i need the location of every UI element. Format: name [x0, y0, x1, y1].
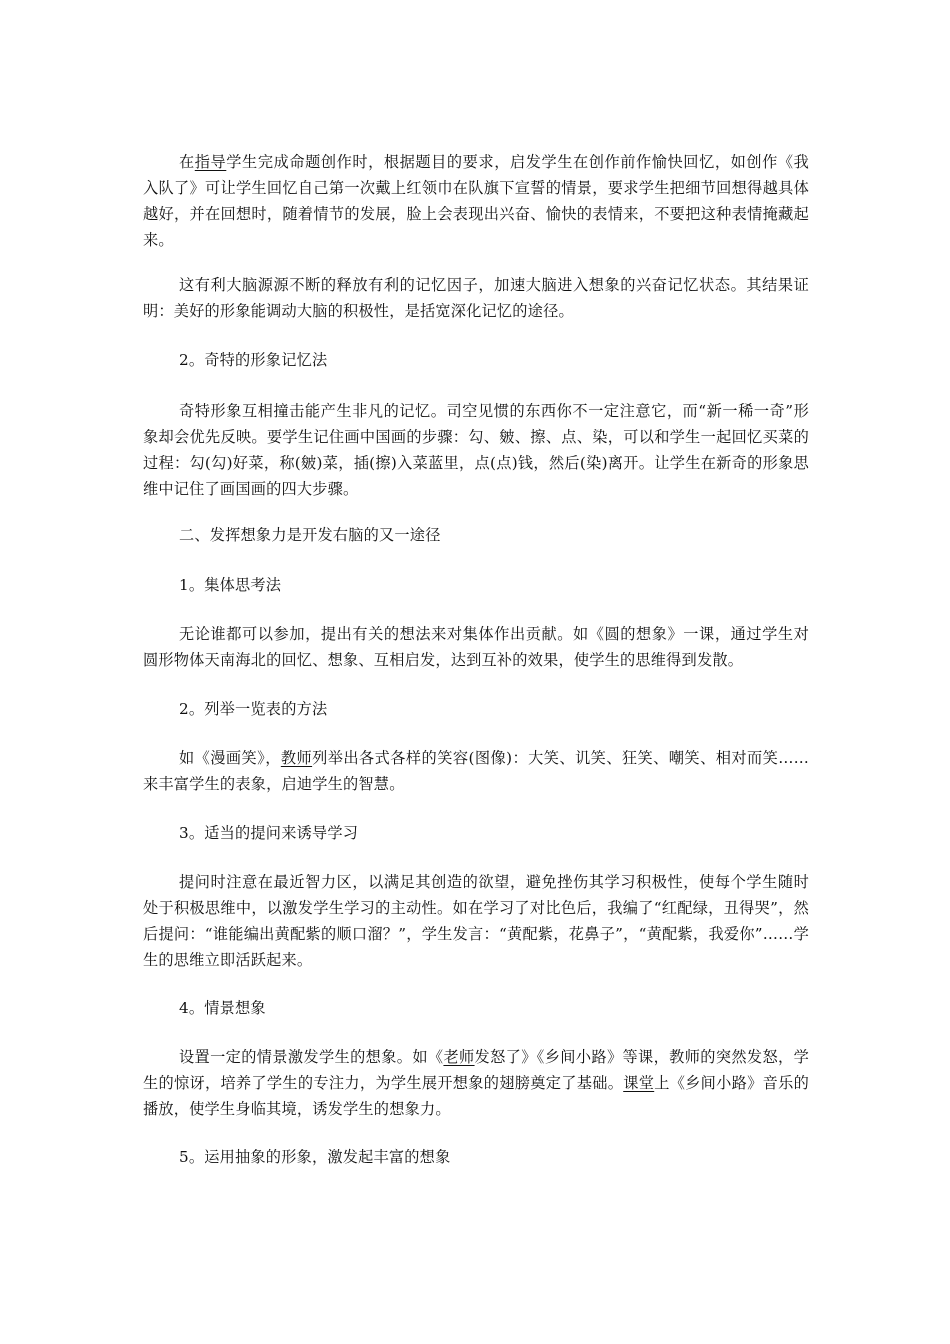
paragraph-text: 上《乡间小路》音乐的播放，使学生身临其境，诱发学生的想象力。 — [143, 1074, 810, 1118]
link-teacher[interactable]: 教师 — [280, 749, 313, 767]
heading-imagination-right-brain: 二、发挥想象力是开发右脑的又一途径 — [179, 526, 441, 544]
heading-group-thinking: 1。集体思考法 — [179, 576, 282, 594]
heading-list-method: 2。列举一览表的方法 — [179, 700, 328, 718]
paragraph-guided-recall — [143, 149, 809, 253]
link-classroom[interactable]: 课堂 — [623, 1074, 655, 1092]
paragraph-memory-factor: 这有利大脑源源不断的释放有利的记忆因子，加速大脑进入想象的兴奋记忆状态。其结果证明：美好的形象能调动大脑的积极性，是括宽深化记忆的途径。 — [143, 276, 809, 320]
paragraph-questioning: 提问时注意在最近智力区，以满足其创造的欲望，避免挫伤其学习积极性，使每个学生随时处于积极思维中，以激发学生学习的主动性。如在学习了对比色后，我编了“红配绿，丑得哭”，然后提问：“谁能编出黄配紫的顺口溜？”，学生发言：“黄配紫，花鼻子”，“黄配紫，我爱你”……学生的思维立即活跃起来。 — [143, 873, 809, 969]
paragraph-strange-image: 奇特形象互相撞击能产生非凡的记忆。司空见惯的东西你不一定注意它，而“新一稀一奇”形象却会优先反映。要学生记住画中国画的步骤：勾、皴、擦、点、染，可以和学生一起回忆买菜的过程：勾(勾)好菜，称(皴)菜，插(擦)入菜蓝里，点(点)钱，然后(染)离开。让学生在新奇的形象思维中记住了画国画的四大步骤。 — [143, 402, 809, 498]
paragraph-text: 列举出各式各样的笑容(图像)：大笑、讥笑、狂笑、嘲笑、相对而笑……来丰富学生的表象，启迪学生的智慧。 — [143, 749, 810, 793]
link-old-teacher[interactable]: 老师 — [443, 1048, 475, 1066]
paragraph-text: 学生完成命题创作时，根据题目的要求，启发学生在创作前作愉快回忆，如创作《我入队了》可让学生回忆自己第一次戴上红领巾在队旗下宣誓的情景，要求学生把细节回想得越具体越好，并在回想时，随着情节的发展，脸上会表现出兴奋、愉快的表情来，不要把这种表情掩藏起来。 — [143, 153, 810, 249]
link-guidance[interactable]: 指导 — [194, 153, 227, 171]
paragraph-text: 设置一定的情景激发学生的想象。如《 — [179, 1048, 444, 1066]
paragraph-text: 如《漫画笑》， — [179, 749, 281, 767]
paragraph-text: 在 — [179, 153, 195, 171]
paragraph-group-thinking: 无论谁都可以参加，提出有关的想法来对集体作出贡献。如《圆的想象》一课，通过学生对圆形物体天南海北的回忆、想象、互相启发，达到互补的效果，使学生的思维得到发散。 — [143, 625, 809, 669]
paragraph-text: 发怒了》《乡间小路》等课，教师的突然发怒，学生的惊讶，培养了学生的专注力，为学生展开想象的翅膀奠定了基础。 — [143, 1048, 809, 1092]
paragraph-scene-imagination — [143, 1044, 809, 1122]
heading-abstract-image: 5。运用抽象的形象，激发起丰富的想象 — [179, 1148, 451, 1166]
heading-questioning: 3。适当的提问来诱导学习 — [179, 824, 359, 842]
heading-scene-imagination: 4。情景想象 — [179, 999, 266, 1017]
heading-strange-image-memory: 2。奇特的形象记忆法 — [179, 351, 328, 369]
paragraph-list-method — [143, 745, 809, 797]
